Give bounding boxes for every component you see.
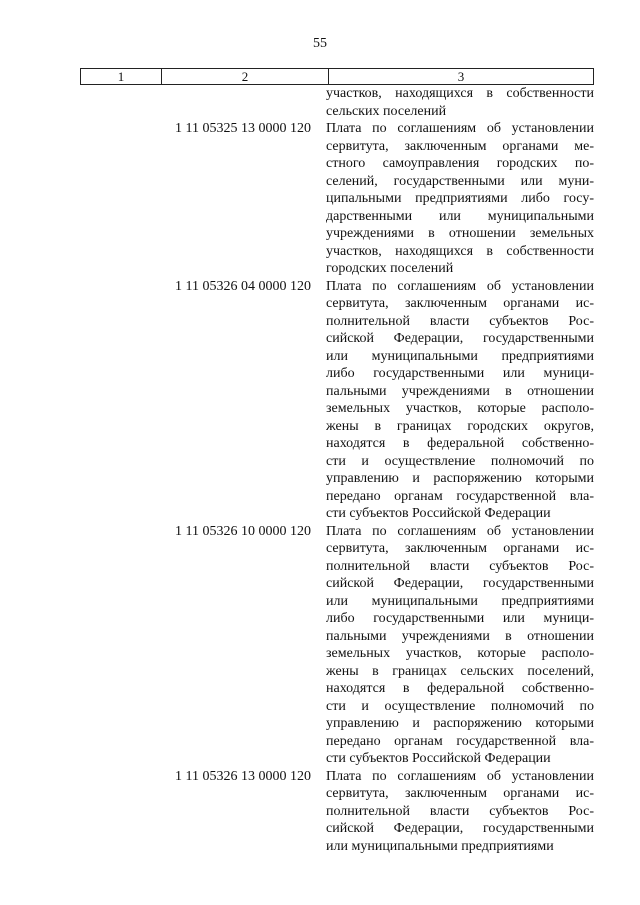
- description-line: пальными учреждениями в отношении: [326, 383, 594, 399]
- budget-code: [160, 85, 326, 120]
- description-line: сти субъектов Российской Федерации: [326, 506, 551, 521]
- income-description: [326, 85, 594, 120]
- cell-col-1: [80, 768, 160, 856]
- budget-code: 1 11 05326 04 0000 120: [175, 278, 311, 294]
- cell-col-1: [80, 120, 160, 278]
- description-line: сти и осуществление полномочий по: [326, 453, 594, 469]
- description-line: полнительной власти субъектов Рос-: [326, 803, 594, 819]
- header-col-1: 1: [81, 69, 162, 84]
- description-line: или муниципальными предприятиями: [326, 593, 594, 609]
- cell-col-1: [80, 523, 160, 768]
- description-line: сервитута, заключенным органами ис-: [326, 296, 594, 311]
- income-description: [326, 768, 594, 856]
- description-line: Плата по соглашениям об установлении: [326, 278, 594, 294]
- description-line: участков, находящихся в собственности: [326, 86, 594, 101]
- budget-code: 1 11 05326 10 0000 120: [175, 523, 311, 539]
- description-line: земельных участков, которые располо-: [326, 646, 594, 661]
- income-description: [326, 278, 594, 523]
- description-line: или муниципальными предприятиями: [326, 838, 554, 854]
- description-line: участков, находящихся в собственности: [326, 243, 594, 259]
- description-line: передано органам государственной вла-: [326, 733, 594, 749]
- description-line: стного самоуправления городских по-: [326, 156, 594, 171]
- description-line: сервитута, заключенным органами ис-: [326, 786, 594, 801]
- cell-col-1: [80, 85, 160, 120]
- description-line: находятся в федеральной собственно-: [326, 681, 594, 696]
- description-line: сервитута, заключенным органами ме-: [326, 138, 594, 154]
- description-line: ципальными предприятиями либо госу-: [326, 191, 594, 206]
- page-number: 55: [313, 36, 327, 51]
- description-line: пальными учреждениями в отношении: [326, 628, 594, 644]
- description-line: учреждениями в отношении земельных: [326, 226, 594, 241]
- description-line: либо государственными или муници-: [326, 611, 594, 626]
- description-line: сти и осуществление полномочий по: [326, 698, 594, 714]
- description-line: Плата по соглашениям об установлении: [326, 121, 594, 136]
- description-line: городских поселений: [326, 261, 454, 276]
- description-line: управлению и распоряжению которыми: [326, 716, 594, 731]
- income-description: [326, 523, 594, 768]
- description-line: сельских поселений: [326, 103, 447, 119]
- description-line: либо государственными или муници-: [326, 366, 594, 381]
- table-row: [80, 768, 594, 856]
- table-header: [80, 68, 594, 85]
- income-description: [326, 120, 594, 278]
- description-line: сервитута, заключенным органами ис-: [326, 541, 594, 556]
- description-line: сийской Федерации, государственными: [326, 331, 594, 346]
- description-line: полнительной власти субъектов Рос-: [326, 558, 594, 574]
- description-line: жены в границах городских округов,: [326, 418, 594, 434]
- budget-code: 1 11 05325 13 0000 120: [175, 121, 311, 136]
- description-line: жены в границах сельских поселений,: [326, 663, 594, 679]
- table-row: [80, 278, 594, 523]
- description-line: сийской Федерации, государственными: [326, 821, 594, 836]
- description-line: селений, государственными или муни-: [326, 173, 594, 189]
- table-body: [80, 85, 594, 855]
- description-line: земельных участков, которые располо-: [326, 401, 594, 416]
- table-row: [80, 523, 594, 768]
- description-line: сийской Федерации, государственными: [326, 576, 594, 591]
- description-line: находятся в федеральной собственно-: [326, 436, 594, 451]
- description-line: полнительной власти субъектов Рос-: [326, 313, 594, 329]
- description-line: или муниципальными предприятиями: [326, 348, 594, 364]
- description-line: сти субъектов Российской Федерации: [326, 751, 551, 766]
- description-line: Плата по соглашениям об установлении: [326, 523, 594, 539]
- description-line: дарственными или муниципальными: [326, 208, 594, 224]
- budget-code: 1 11 05326 13 0000 120: [175, 768, 311, 784]
- table-row: [80, 120, 594, 278]
- header-col-3: 3: [457, 69, 465, 84]
- header-col-2: 2: [162, 69, 329, 84]
- cell-col-1: [80, 278, 160, 523]
- description-line: передано органам государственной вла-: [326, 488, 594, 504]
- description-line: Плата по соглашениям об установлении: [326, 768, 594, 784]
- description-line: управлению и распоряжению которыми: [326, 471, 594, 486]
- table-row: [80, 85, 594, 120]
